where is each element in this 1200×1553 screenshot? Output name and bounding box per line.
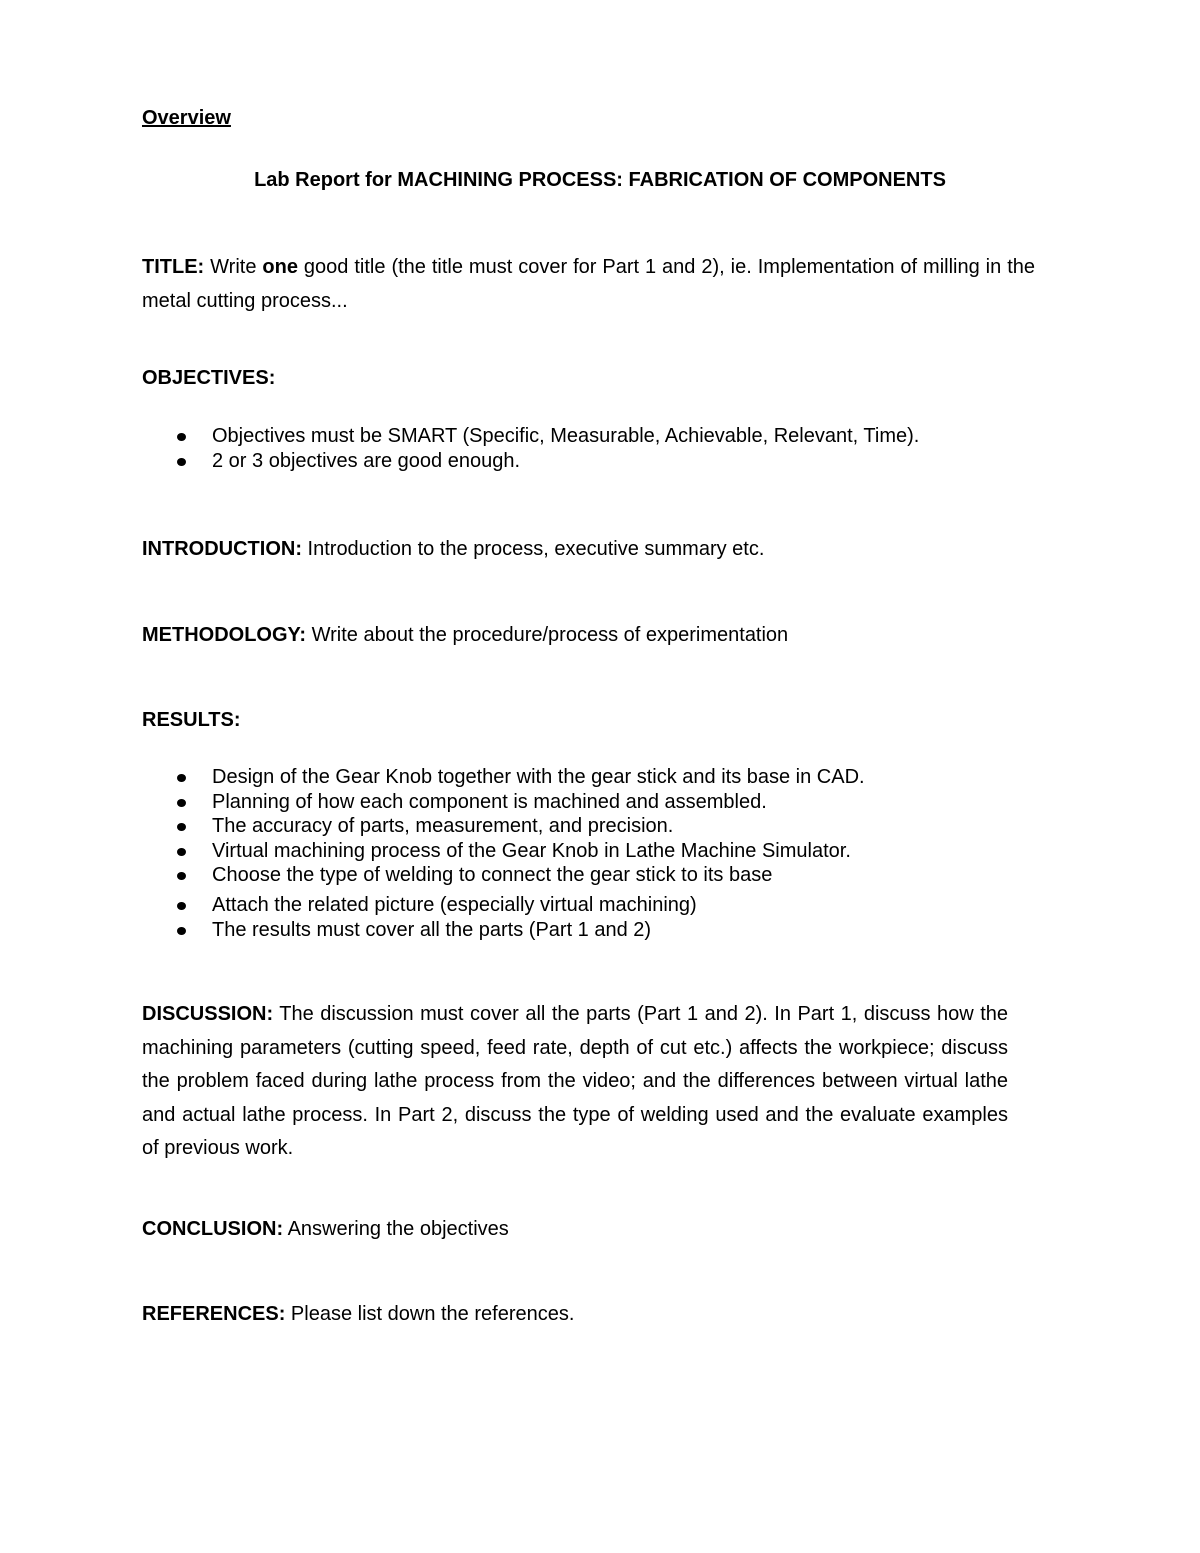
result-text: Design of the Gear Knob together with the gear stick and its base in CAD. (212, 766, 865, 788)
introduction-label: INTRODUCTION: (142, 538, 302, 560)
list-item (142, 790, 865, 815)
references-section (142, 1302, 574, 1326)
discussion-text: The discussion must cover all the parts (Part 1 and 2). In Part 1, discuss how the machining parameters (cutting speed, feed rate, depth of cut etc.) affects the workpiece; discuss the problem faced during lathe process from the video; and the differences between virtual lathe and actual lathe process. In Part 2, discuss the type of welding used and the evaluate examples of previous work. (142, 1003, 1008, 1160)
bullet-icon (177, 823, 186, 831)
methodology-label: METHODOLOGY: (142, 624, 307, 646)
result-text: Attach the related picture (especially virtual machining) (212, 893, 697, 916)
list-item (142, 893, 865, 918)
list-item (142, 449, 919, 474)
title-emphasis: one (262, 256, 298, 278)
objective-text: Objectives must be SMART (Specific, Measurable, Achievable, Relevant, Time). (212, 425, 920, 447)
conclusion-label: CONCLUSION: (142, 1218, 284, 1240)
bullet-icon (177, 799, 186, 807)
result-text: Planning of how each component is machined and assembled. (212, 790, 767, 813)
objectives-list (142, 424, 919, 473)
bullet-icon (177, 774, 186, 782)
bullet-icon (177, 872, 186, 880)
conclusion-section (142, 1217, 509, 1241)
results-list (142, 765, 865, 942)
title-label: TITLE: (142, 256, 205, 278)
bullet-icon (177, 902, 186, 910)
bullet-icon (177, 848, 186, 856)
objective-text: 2 or 3 objectives are good enough. (212, 449, 520, 472)
references-text: Please list down the references. (285, 1303, 575, 1325)
list-item (142, 863, 865, 888)
list-item (142, 424, 919, 449)
references-label: REFERENCES: (142, 1303, 286, 1325)
objectives-label: OBJECTIVES: (142, 367, 276, 389)
title-text-before: Write (204, 256, 263, 278)
bullet-icon (177, 458, 186, 466)
document-title: Lab Report for MACHINING PROCESS: FABRICATION OF COMPONENTS (254, 169, 946, 191)
overview-heading: Overview (142, 107, 231, 129)
introduction-section (142, 537, 764, 561)
results-label: RESULTS: (142, 709, 241, 731)
title-text-after: good title (the title must cover for Part 1 and 2), ie. Implementation of milling in the metal cutting process... (142, 256, 1035, 312)
methodology-text: Write about the procedure/process of experimentation (306, 624, 789, 646)
bullet-icon (177, 433, 186, 441)
list-item (142, 814, 865, 839)
introduction-text: Introduction to the process, executive summary etc. (301, 538, 765, 560)
result-text: The accuracy of parts, measurement, and precision. (212, 815, 674, 838)
result-text: Virtual machining process of the Gear Knob in Lathe Machine Simulator. (212, 839, 851, 862)
list-item (142, 765, 865, 790)
result-text: The results must cover all the parts (Part 1 and 2) (212, 918, 652, 941)
result-text: Choose the type of welding to connect the gear stick to its base (212, 864, 773, 887)
discussion-label: DISCUSSION: (142, 1003, 274, 1025)
conclusion-text: Answering the objectives (283, 1218, 509, 1240)
list-item (142, 918, 865, 943)
methodology-section (142, 623, 788, 647)
title-section (142, 250, 1035, 318)
list-item (142, 839, 865, 864)
bullet-icon (177, 927, 186, 935)
discussion-section (142, 998, 1008, 1166)
